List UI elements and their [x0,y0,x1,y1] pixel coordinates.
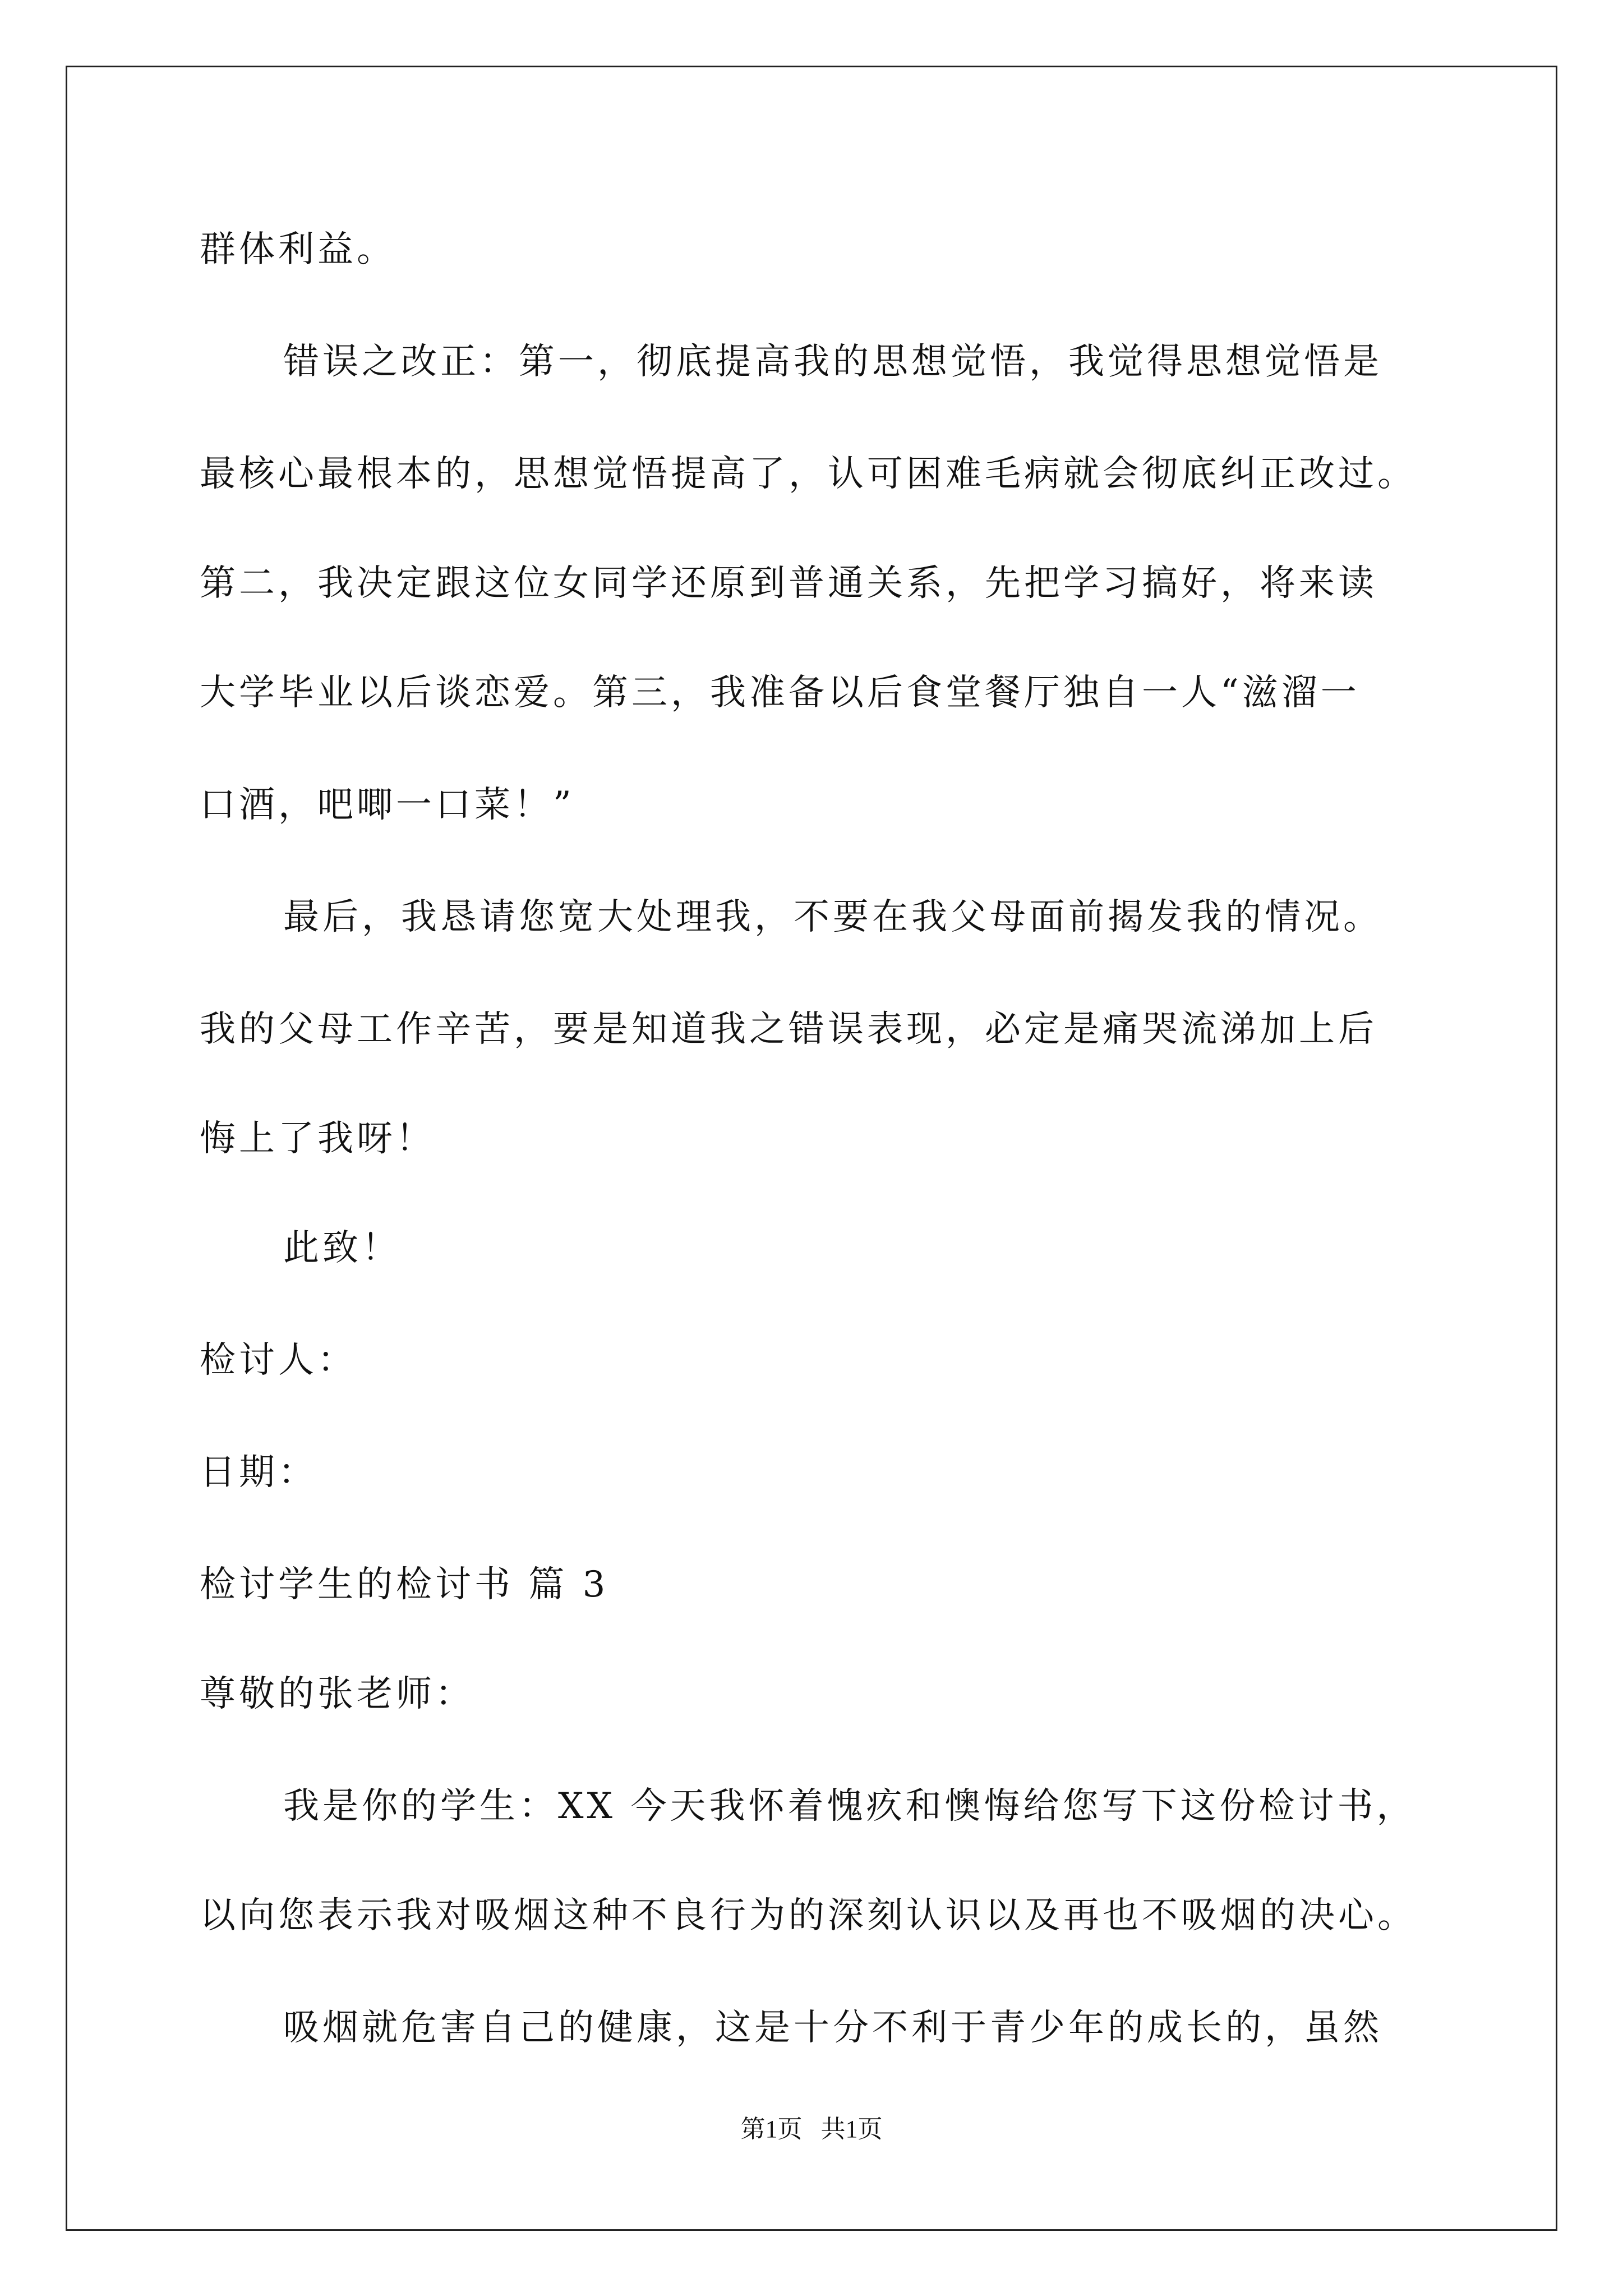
text-line: 口酒，吧唧一口菜！” [200,784,575,826]
text-line: 我的父母工作辛苦，要是知道我之错误表现，必定是痛哭流涕加上后 [200,1009,1377,1050]
text-line: 我是你的学生：XX 今天我怀着愧疚和懊悔给您写下这份检讨书， [283,1786,1416,1827]
text-line: 最后，我恳请您宽大处理我，不要在我父母面前揭发我的情况。 [283,896,1382,938]
text-line: 检讨人： [200,1340,357,1381]
text-line: 以向您表示我对吸烟这种不良行为的深刻认识以及再也不吸烟的决心。 [200,1895,1417,1936]
text-line: 吸烟就危害自己的健康，这是十分不利于青少年的成长的，虽然 [283,2007,1382,2049]
text-line: 日期： [200,1452,317,1493]
text-line: 大学毕业以后谈恋爱。第三，我准备以后食堂餐厅独自一人“滋溜一 [200,672,1360,714]
text-line: 群体利益。 [200,229,396,270]
salutation: 尊敬的张老师： [200,1673,474,1715]
page-footer: 第1页 共1页 [740,2115,883,2143]
text-line: 最核心最根本的，思想觉悟提高了，认可困难毛病就会彻底纠正改过。 [200,453,1417,495]
text-line: 此致！ [283,1227,401,1269]
text-line: 悔上了我呀！ [200,1118,435,1159]
text-line: 错误之改正：第一，彻底提高我的思想觉悟，我觉得思想觉悟是 [283,341,1382,383]
text-line: 第二，我决定跟这位女同学还原到普通关系，先把学习搞好，将来读 [200,563,1377,604]
section-heading: 检讨学生的检讨书 篇 3 [200,1564,609,1605]
